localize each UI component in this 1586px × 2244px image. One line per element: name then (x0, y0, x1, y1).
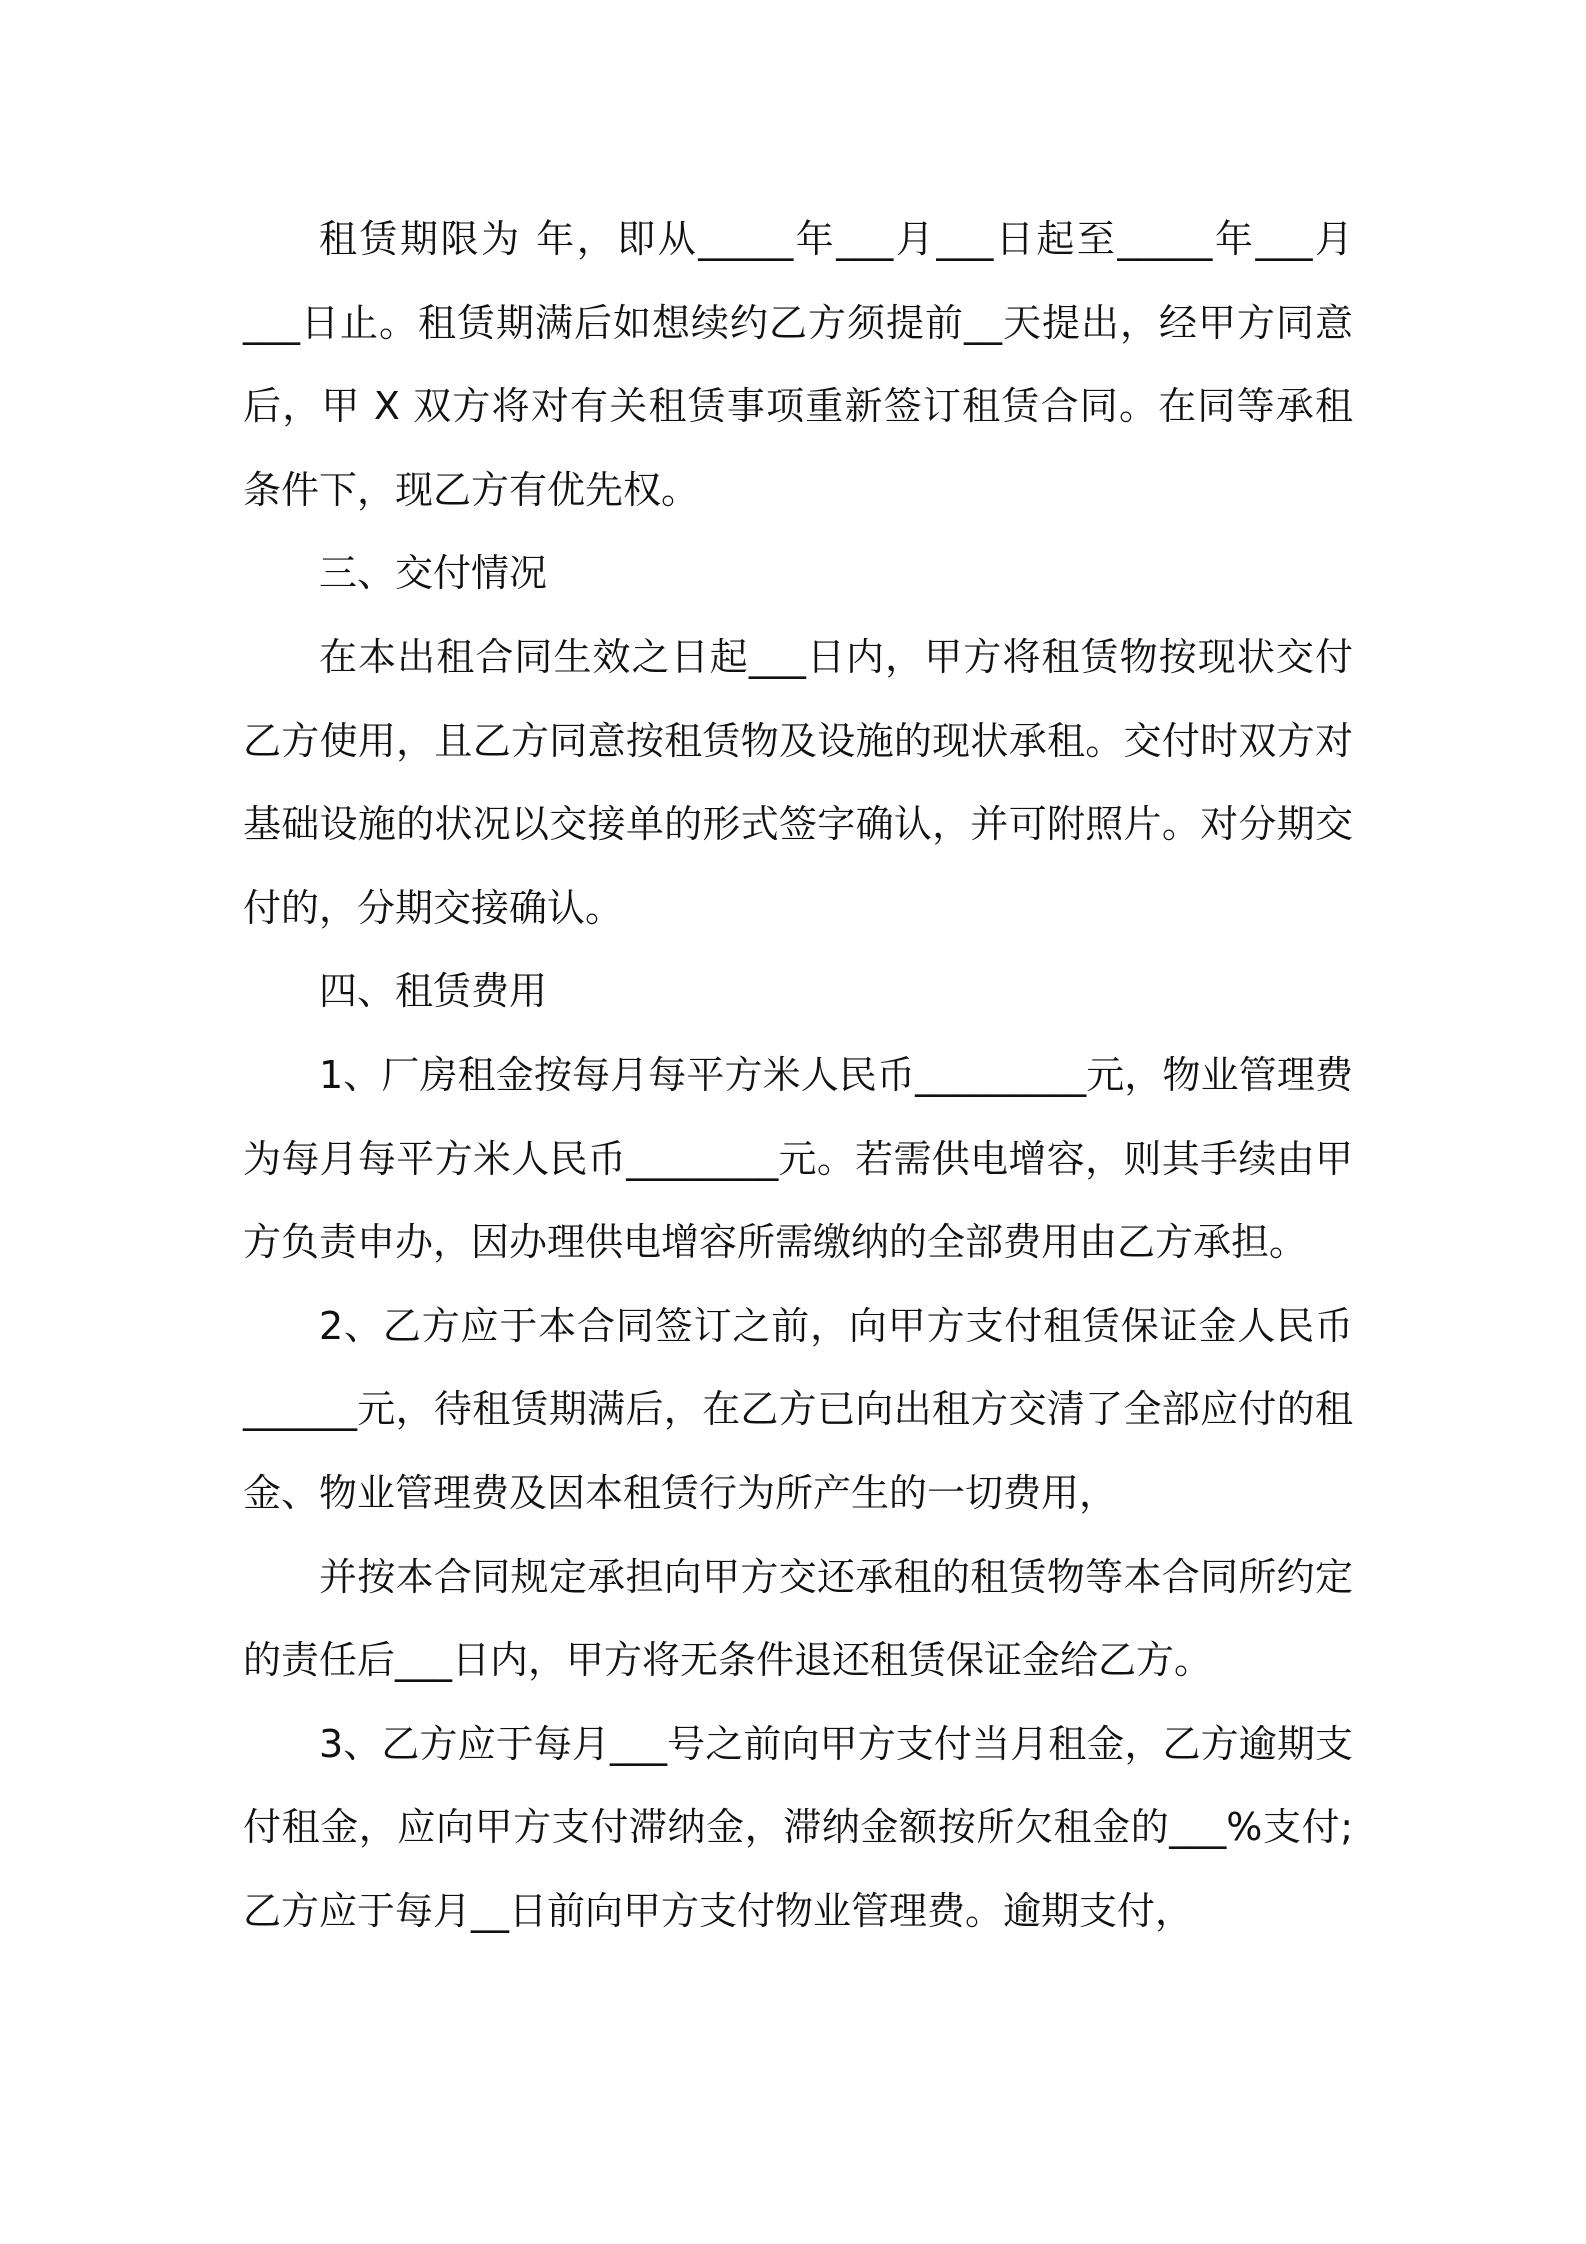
paragraph-lease-term: 租赁期限为 年，即从_____年___月___日起至_____年___月___日止。租赁期满后如想续约乙方须提前__天提出，经甲方同意后，甲 X 双方将对有关租赁事项重新签订租赁合同。在同等承租条件下，现乙方有优先权。 (243, 217, 1353, 512)
paragraph-delivery: 在本出租合同生效之日起___日内，甲方将租赁物按现状交付乙方使用，且乙方同意按租赁物及设施的现状承租。交付时双方对基础设施的状况以交接单的形式签字确认，并可附照片。对分期交付的，分期交接确认。 (243, 634, 1353, 930)
paragraph-fee-deposit-return: 并按本合同规定承担向甲方交还承租的租赁物等本合同所约定的责任后___日内，甲方将无条件退还租赁保证金给乙方。 (243, 1554, 1353, 1683)
contract-body (243, 198, 1353, 1953)
section-heading-fees: 四、租赁费用 (319, 969, 548, 1014)
paragraph-fee-deposit: 2、乙方应于本合同签订之前，向甲方支付租赁保证金人民币______元，待租赁期满后，在乙方已向出租方交清了全部应付的租金、物业管理费及因本租赁行为所产生的一切费用， (243, 1303, 1353, 1515)
paragraph-fee-payment: 3、乙方应于每月___号之前向甲方支付当月租金，乙方逾期支付租金，应向甲方支付滞纳金，滞纳金额按所欠租金的___%支付;乙方应于每月__日前向甲方支付物业管理费。逾期支付， (243, 1721, 1353, 1933)
section-heading-delivery: 三、交付情况 (319, 551, 548, 596)
paragraph-fee-rent: 1、厂房租金按每月每平方米人民币_________元，物业管理费为每月每平方米人民币________元。若需供电增容，则其手续由甲方负责申办，因办理供电增容所需缴纳的全部费用由乙方承担。 (243, 1052, 1353, 1265)
